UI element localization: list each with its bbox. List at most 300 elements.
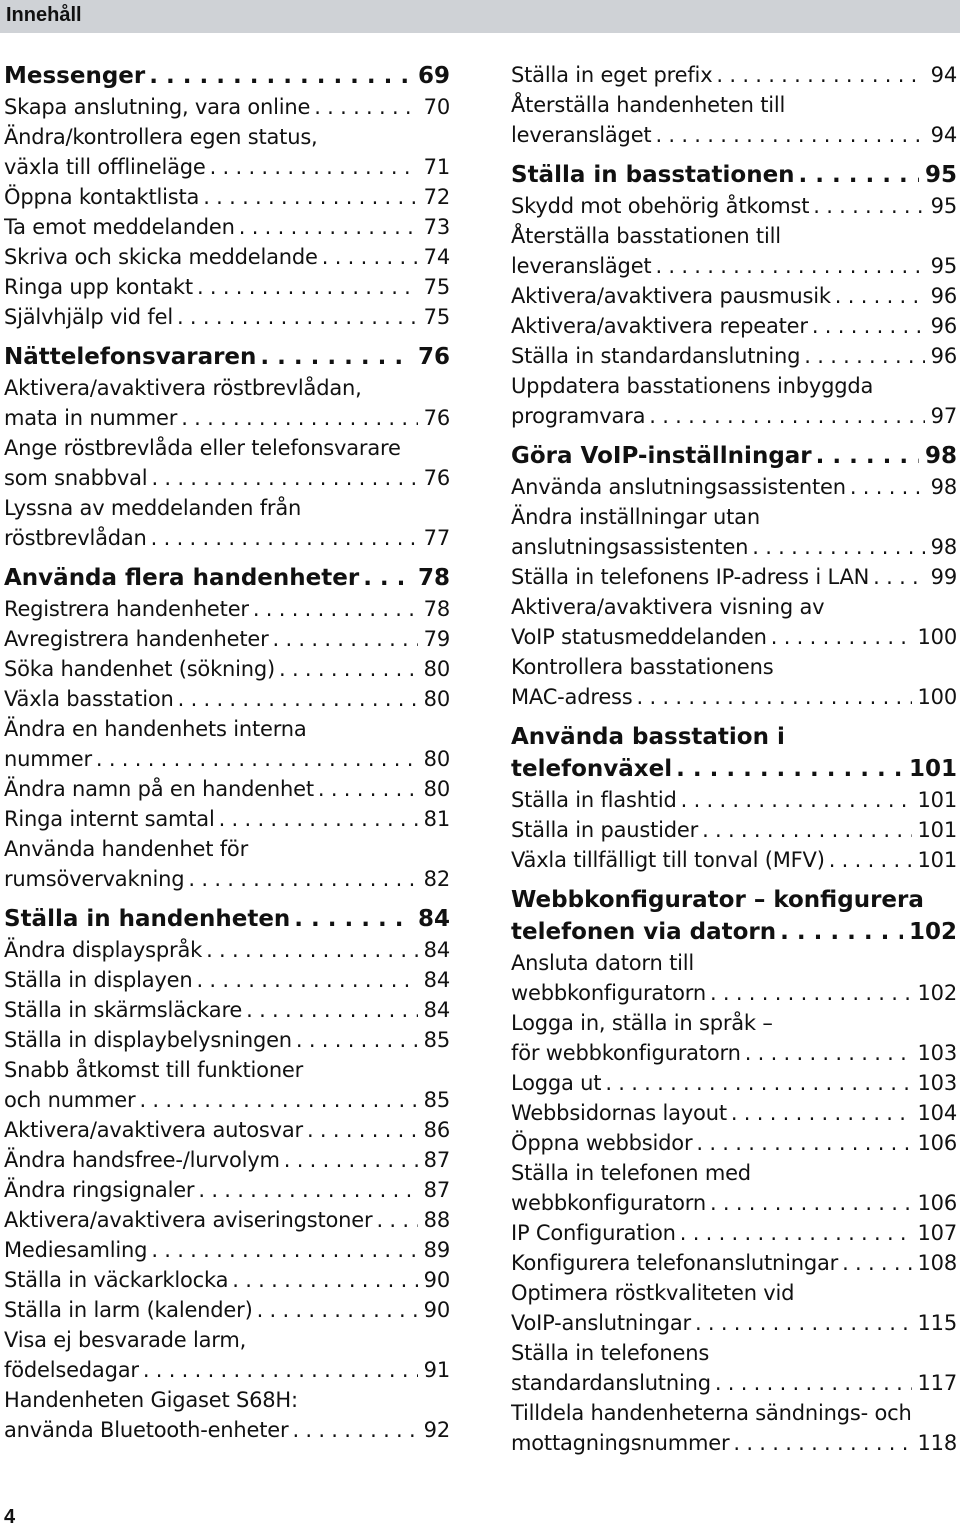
toc-section-heading[interactable]: [4, 60, 450, 92]
toc-entry-title: Använda basstation i: [511, 724, 785, 750]
toc-entry[interactable]: [511, 311, 957, 341]
dot-leader: [748, 532, 924, 562]
toc-entry-line: [511, 682, 957, 712]
dot-leader: [711, 1368, 912, 1398]
dot-leader: [767, 622, 912, 652]
toc-page-number: 76: [417, 344, 450, 370]
toc-entry[interactable]: [4, 1235, 450, 1265]
toc-entry-line: [4, 804, 450, 834]
dot-leader: [249, 594, 418, 624]
dot-leader: [869, 562, 925, 592]
dot-leader: [838, 1248, 911, 1278]
toc-entry-line: [511, 1398, 957, 1428]
toc-entry-title: nummer: [4, 747, 92, 771]
toc-entry[interactable]: [511, 1008, 957, 1068]
toc-entry-title: Ställa in telefonens: [511, 1341, 710, 1365]
toc-entry-title: leveransläget: [511, 254, 652, 278]
dot-leader: [795, 159, 919, 191]
dot-leader: [676, 1218, 912, 1248]
toc-entry-line: [4, 1385, 450, 1415]
toc-entry-line: [4, 562, 450, 594]
toc-entry-title: Kontrollera basstationens: [511, 655, 774, 679]
toc-page-number: 117: [917, 1371, 957, 1395]
toc-entry-line: [4, 60, 450, 92]
toc-entry-title: Använda handenhet för: [4, 837, 249, 861]
toc-entry[interactable]: [511, 1068, 957, 1098]
toc-entry-line: [4, 1115, 450, 1145]
dot-leader: [800, 341, 924, 371]
toc-entry-line: [511, 1308, 957, 1338]
toc-section-heading[interactable]: [4, 562, 450, 594]
toc-entry[interactable]: [511, 191, 957, 221]
toc-entry[interactable]: [511, 472, 957, 502]
toc-page-number: 97: [930, 404, 957, 428]
toc-entry-line: [511, 884, 957, 916]
toc-entry-line: [4, 341, 450, 373]
toc-entry-title: Skapa anslutning, vara online: [4, 95, 311, 119]
toc-entry-line: [511, 440, 957, 472]
toc-entry-line: [4, 523, 450, 553]
toc-entry[interactable]: [4, 834, 450, 894]
toc-entry[interactable]: [4, 774, 450, 804]
toc-page-number: 118: [917, 1431, 957, 1455]
toc-entry-line: [4, 272, 450, 302]
dot-leader: [846, 472, 925, 502]
toc-entry-title: Växla basstation: [4, 687, 174, 711]
toc-entry-line: [4, 594, 450, 624]
toc-entry[interactable]: [4, 272, 450, 302]
toc-entry-title: Logga ut: [511, 1071, 602, 1095]
toc-entry[interactable]: [511, 1158, 957, 1218]
toc-entry-title: Ändra ringsignaler: [4, 1178, 195, 1202]
toc-entry-title: webbkonfiguratorn: [511, 1191, 706, 1215]
toc-page-number: 77: [423, 526, 450, 550]
toc-entry-title: Ställa in skärmsläckare: [4, 998, 243, 1022]
toc-page-number: 79: [423, 627, 450, 651]
dot-leader: [194, 1175, 417, 1205]
toc-entry-line: [511, 785, 957, 815]
toc-entry[interactable]: [4, 1385, 450, 1445]
toc-entry-line: [4, 654, 450, 684]
toc-entry-title: Öppna webbsidor: [511, 1131, 693, 1155]
toc-entry-title: Snabb åtkomst till funktioner: [4, 1058, 304, 1082]
toc-entry-line: [511, 401, 957, 431]
toc-page-number: 84: [417, 906, 450, 932]
toc-entry-title: programvara: [511, 404, 646, 428]
toc-entry[interactable]: [4, 373, 450, 433]
toc-entry-line: [4, 1325, 450, 1355]
toc-entry-line: [4, 864, 450, 894]
toc-entry-title: Mediesamling: [4, 1238, 148, 1262]
toc-page-number: 88: [423, 1208, 450, 1232]
toc-entry-line: [4, 1295, 450, 1325]
toc-right-column: [511, 60, 957, 1458]
toc-entry[interactable]: [511, 221, 957, 281]
toc-entry-line: [511, 472, 957, 502]
dot-leader: [812, 440, 919, 472]
toc-entry-title: Skydd mot obehörig åtkomst: [511, 194, 810, 218]
toc-entry-title: Visa ej besvarade larm,: [4, 1328, 247, 1352]
toc-entry[interactable]: [4, 1025, 450, 1055]
toc-entry[interactable]: [4, 122, 450, 182]
toc-entry-line: [4, 684, 450, 714]
toc-entry-title: VoIP statusmeddelanden: [511, 625, 767, 649]
toc-page-number: 74: [423, 245, 450, 269]
toc-entry-title: IP Configuration: [511, 1221, 676, 1245]
toc-entry-title: Ringa upp kontakt: [4, 275, 193, 299]
toc-page-number: 98: [924, 443, 957, 469]
toc-entry-line: [511, 592, 957, 622]
dot-leader: [147, 1235, 417, 1265]
toc-entry[interactable]: [4, 965, 450, 995]
dot-leader: [269, 624, 418, 654]
toc-entry-line: [4, 403, 450, 433]
toc-entry-title: Ändra namn på en handenhet: [4, 777, 314, 801]
toc-entry-line: [511, 90, 957, 120]
toc-page-number: 81: [423, 807, 450, 831]
dot-leader: [825, 845, 912, 875]
dot-leader: [359, 562, 412, 594]
toc-entry-title: Ställa in telefonens IP-adress i LAN: [511, 565, 870, 589]
toc-page-number: 84: [423, 968, 450, 992]
toc-entry-line: [511, 221, 957, 251]
dot-leader: [672, 753, 903, 785]
toc-page-number: 95: [924, 162, 957, 188]
dot-leader: [173, 302, 418, 332]
toc-entry-title: VoIP-anslutningar: [511, 1311, 691, 1335]
toc-entry-title: telefonväxel: [511, 756, 673, 782]
toc-entry[interactable]: [4, 804, 450, 834]
toc-entry-line: [511, 916, 957, 948]
toc-entry-line: [4, 433, 450, 463]
dot-leader: [145, 60, 412, 92]
toc-entry[interactable]: [511, 1218, 957, 1248]
toc-entry-line: [511, 1068, 957, 1098]
toc-entry[interactable]: [4, 1175, 450, 1205]
toc-entry-line: [4, 152, 450, 182]
toc-entry[interactable]: [511, 592, 957, 652]
toc-entry-title: Ställa in väckarklocka: [4, 1268, 229, 1292]
toc-entry-line: [511, 1098, 957, 1128]
toc-page-number: 80: [423, 777, 450, 801]
toc-entry[interactable]: [511, 90, 957, 150]
toc-entry-title: Ställa in basstationen: [511, 162, 795, 188]
toc-page-number: 103: [917, 1041, 957, 1065]
toc-entry-line: [4, 463, 450, 493]
dot-leader: [147, 463, 417, 493]
dot-leader: [290, 903, 412, 935]
toc-entry[interactable]: [4, 242, 450, 272]
toc-entry-title: mottagningsnummer: [511, 1431, 730, 1455]
toc-entry-line: [511, 1128, 957, 1158]
toc-entry-title: Registrera handenheter: [4, 597, 249, 621]
toc-entry-title: Göra VoIP-inställningar: [511, 443, 812, 469]
toc-page-number: 91: [423, 1358, 450, 1382]
toc-entry[interactable]: [511, 371, 957, 431]
toc-page-number: 86: [423, 1118, 450, 1142]
toc-entry-line: [511, 251, 957, 281]
toc-entry-line: [4, 302, 450, 332]
toc-entry-line: [511, 1008, 957, 1038]
toc-page-number: 100: [917, 625, 957, 649]
toc-entry-line: [4, 373, 450, 403]
toc-entry-title: Söka handenhet (sökning): [4, 657, 276, 681]
toc-entry[interactable]: [4, 1295, 450, 1325]
toc-entry-line: [4, 122, 450, 152]
dot-leader: [206, 152, 418, 182]
dot-leader: [314, 774, 418, 804]
toc-page-number: 108: [917, 1251, 957, 1275]
toc-entry-title: Växla tillfälligt till tonval (MFV): [511, 848, 825, 872]
toc-entry-title: och nummer: [4, 1088, 136, 1112]
dot-leader: [92, 744, 418, 774]
toc-entry[interactable]: [4, 1325, 450, 1385]
toc-section-heading[interactable]: [4, 903, 450, 935]
toc-entry[interactable]: [4, 433, 450, 493]
toc-page-number: 101: [908, 756, 957, 782]
toc-entry[interactable]: [4, 1145, 450, 1175]
toc-page-number: 106: [917, 1131, 957, 1155]
toc-page-number: 94: [930, 63, 957, 87]
toc-entry[interactable]: [4, 624, 450, 654]
toc-entry-line: [511, 1338, 957, 1368]
toc-entry-line: [4, 965, 450, 995]
dot-leader: [776, 916, 903, 948]
dot-leader: [633, 682, 912, 712]
toc-entry[interactable]: [511, 845, 957, 875]
dot-leader: [651, 120, 924, 150]
toc-page-number: 87: [423, 1148, 450, 1172]
dot-leader: [139, 1355, 418, 1385]
dot-leader: [256, 341, 412, 373]
dot-leader: [698, 815, 911, 845]
dot-leader: [691, 1308, 912, 1338]
dot-leader: [692, 1128, 911, 1158]
toc-entry-line: [511, 1248, 957, 1278]
toc-entry-title: webbkonfiguratorn: [511, 981, 706, 1005]
toc-page-number: 84: [423, 938, 450, 962]
toc-entry-title: Använda flera handenheter: [4, 565, 360, 591]
toc-entry[interactable]: [511, 1098, 957, 1128]
toc-entry[interactable]: [511, 281, 957, 311]
toc-entry-line: [4, 242, 450, 272]
dot-leader: [228, 1265, 417, 1295]
toc-entry-line: [511, 281, 957, 311]
toc-page-number: 85: [423, 1088, 450, 1112]
toc-entry[interactable]: [4, 1265, 450, 1295]
toc-entry-line: [4, 1025, 450, 1055]
toc-entry[interactable]: [511, 1278, 957, 1338]
toc-page-number: 102: [917, 981, 957, 1005]
toc-entry-line: [511, 159, 957, 191]
toc-entry-title: Ställa in telefonen med: [511, 1161, 751, 1185]
toc-entry-title: Aktivera/avaktivera repeater: [511, 314, 808, 338]
toc-entry-line: [4, 624, 450, 654]
toc-page-number: 80: [423, 657, 450, 681]
toc-entry-title: Ändra inställningar utan: [511, 505, 760, 529]
toc-entry[interactable]: [4, 92, 450, 122]
toc-entry[interactable]: [511, 948, 957, 1008]
toc-page-number: 82: [423, 867, 450, 891]
toc-page-number: 89: [423, 1238, 450, 1262]
toc-page-number: 87: [423, 1178, 450, 1202]
toc-entry-line: [4, 1205, 450, 1235]
toc-entry[interactable]: [4, 995, 450, 1025]
dot-leader: [645, 401, 924, 431]
dot-leader: [729, 1428, 911, 1458]
toc-entry-title: rumsövervakning: [4, 867, 185, 891]
dot-leader: [706, 1188, 912, 1218]
toc-entry-title: Ringa internt samtal: [4, 807, 215, 831]
toc-entry[interactable]: [4, 594, 450, 624]
toc-entry[interactable]: [511, 652, 957, 712]
dot-leader: [741, 1038, 912, 1068]
toc-page-number: 72: [423, 185, 450, 209]
toc-entry[interactable]: [511, 1338, 957, 1398]
toc-entry-title: Ställa in standardanslutning: [511, 344, 801, 368]
toc-entry-title: Webbsidornas layout: [511, 1101, 727, 1125]
toc-entry-title: växla till offlineläge: [4, 155, 206, 179]
toc-entry-line: [511, 1158, 957, 1188]
toc-entry-line: [4, 1145, 450, 1175]
toc-entry[interactable]: [4, 302, 450, 332]
toc-entry[interactable]: [511, 1398, 957, 1458]
toc-page-number: 70: [423, 95, 450, 119]
toc-entry-line: [4, 212, 450, 242]
toc-entry-title: använda Bluetooth-enheter: [4, 1418, 289, 1442]
toc-entry-title: Aktivera/avaktivera visning av: [511, 595, 825, 619]
dot-leader: [235, 212, 418, 242]
toc-entry[interactable]: [511, 1128, 957, 1158]
dot-leader: [808, 311, 925, 341]
toc-entry[interactable]: [4, 182, 450, 212]
toc-entry[interactable]: [511, 60, 957, 90]
toc-entry-title: Aktivera/avaktivera röstbrevlådan,: [4, 376, 362, 400]
toc-entry-line: [4, 1085, 450, 1115]
toc-entry[interactable]: [4, 684, 450, 714]
toc-entry-title: som snabbval: [4, 466, 148, 490]
toc-entry-title: Nättelefonsvararen: [4, 344, 257, 370]
toc-entry[interactable]: [4, 1055, 450, 1115]
toc-entry[interactable]: [4, 935, 450, 965]
toc-entry-title: Använda anslutningsassistenten: [511, 475, 846, 499]
toc-page-number: 102: [908, 919, 957, 945]
toc-entry-title: Ändra displayspråk: [4, 938, 203, 962]
toc-entry-line: [511, 191, 957, 221]
toc-entry-title: Handenheten Gigaset S68H:: [4, 1388, 298, 1412]
toc-entry-line: [511, 562, 957, 592]
dot-leader: [310, 92, 417, 122]
toc-page-number: 69: [417, 63, 450, 89]
toc-page-number: 85: [423, 1028, 450, 1052]
toc-entry[interactable]: [4, 212, 450, 242]
toc-entry-title: Ställa in eget prefix: [511, 63, 713, 87]
toc-section-heading[interactable]: [511, 440, 957, 472]
toc-page-number: 106: [917, 1191, 957, 1215]
dot-leader: [193, 272, 418, 302]
toc-page-number: 71: [423, 155, 450, 179]
toc-entry[interactable]: [4, 714, 450, 774]
toc-entry-title: standardanslutning: [511, 1371, 711, 1395]
dot-leader: [712, 60, 924, 90]
dot-leader: [275, 654, 418, 684]
toc-entry[interactable]: [511, 502, 957, 562]
toc-entry-title: mata in nummer: [4, 406, 178, 430]
toc-entry[interactable]: [511, 341, 957, 371]
toc-page-number: 96: [930, 284, 957, 308]
toc-entry[interactable]: [4, 654, 450, 684]
toc-entry-line: [511, 1368, 957, 1398]
dot-leader: [677, 785, 912, 815]
toc-entry[interactable]: [511, 562, 957, 592]
toc-entry-title: anslutningsassistenten: [511, 535, 749, 559]
toc-entry-line: [511, 1218, 957, 1248]
toc-page-number: 76: [423, 466, 450, 490]
toc-entry-title: leveransläget: [511, 123, 652, 147]
toc-entry-title: Självhjälp vid fel: [4, 305, 173, 329]
toc-entry[interactable]: [511, 815, 957, 845]
toc-entry-line: [511, 1188, 957, 1218]
toc-page-number: 96: [930, 314, 957, 338]
toc-entry-title: Optimera röstkvaliteten vid: [511, 1281, 795, 1305]
toc-entry-title: Lyssna av meddelanden från: [4, 496, 302, 520]
toc-entry-title: Konfigurera telefonanslutningar: [511, 1251, 839, 1275]
toc-entry-line: [4, 1415, 450, 1445]
dot-leader: [601, 1068, 911, 1098]
toc-page-number: 78: [423, 597, 450, 621]
toc-entry-title: Avregistrera handenheter: [4, 627, 269, 651]
toc-entry-title: Ställa in larm (kalender): [4, 1298, 253, 1322]
toc-entry-line: [511, 948, 957, 978]
dot-leader: [318, 242, 418, 272]
dot-leader: [202, 935, 418, 965]
dot-leader: [147, 523, 418, 553]
toc-entry[interactable]: [511, 785, 957, 815]
toc-entry-title: Tilldela handenheterna sändnings- och: [511, 1401, 912, 1425]
toc-entry-line: [4, 1235, 450, 1265]
toc-entry-line: [4, 182, 450, 212]
toc-entry-title: Uppdatera basstationens inbyggda: [511, 374, 874, 398]
toc-entry-line: [511, 753, 957, 785]
toc-entry-line: [4, 714, 450, 744]
toc-entry-line: [4, 995, 450, 1025]
toc-entry-line: [511, 311, 957, 341]
toc-section-heading[interactable]: [4, 341, 450, 373]
toc-page-number: 80: [423, 747, 450, 771]
toc-entry-title: Återställa basstationen till: [511, 224, 781, 248]
toc-entry-line: [511, 502, 957, 532]
toc-entry-line: [511, 371, 957, 401]
toc-section-heading[interactable]: [511, 721, 957, 785]
toc-entry-line: [4, 1355, 450, 1385]
toc-entry[interactable]: [4, 493, 450, 553]
toc-entry-line: [511, 815, 957, 845]
toc-entry-title: Ändra/kontrollera egen status,: [4, 125, 318, 149]
toc-page-number: 98: [930, 475, 957, 499]
toc-entry[interactable]: [4, 1205, 450, 1235]
toc-page-number: 76: [423, 406, 450, 430]
toc-section-heading[interactable]: [511, 884, 957, 948]
toc-entry-title: Aktivera/avaktivera aviseringstoner: [4, 1208, 373, 1232]
dot-leader: [831, 281, 925, 311]
toc-entry[interactable]: [4, 1115, 450, 1145]
toc-section-heading[interactable]: [511, 159, 957, 191]
dot-leader: [192, 965, 417, 995]
toc-page-number: 95: [930, 254, 957, 278]
dot-leader: [184, 864, 417, 894]
toc-entry[interactable]: [511, 1248, 957, 1278]
dot-leader: [174, 684, 418, 714]
